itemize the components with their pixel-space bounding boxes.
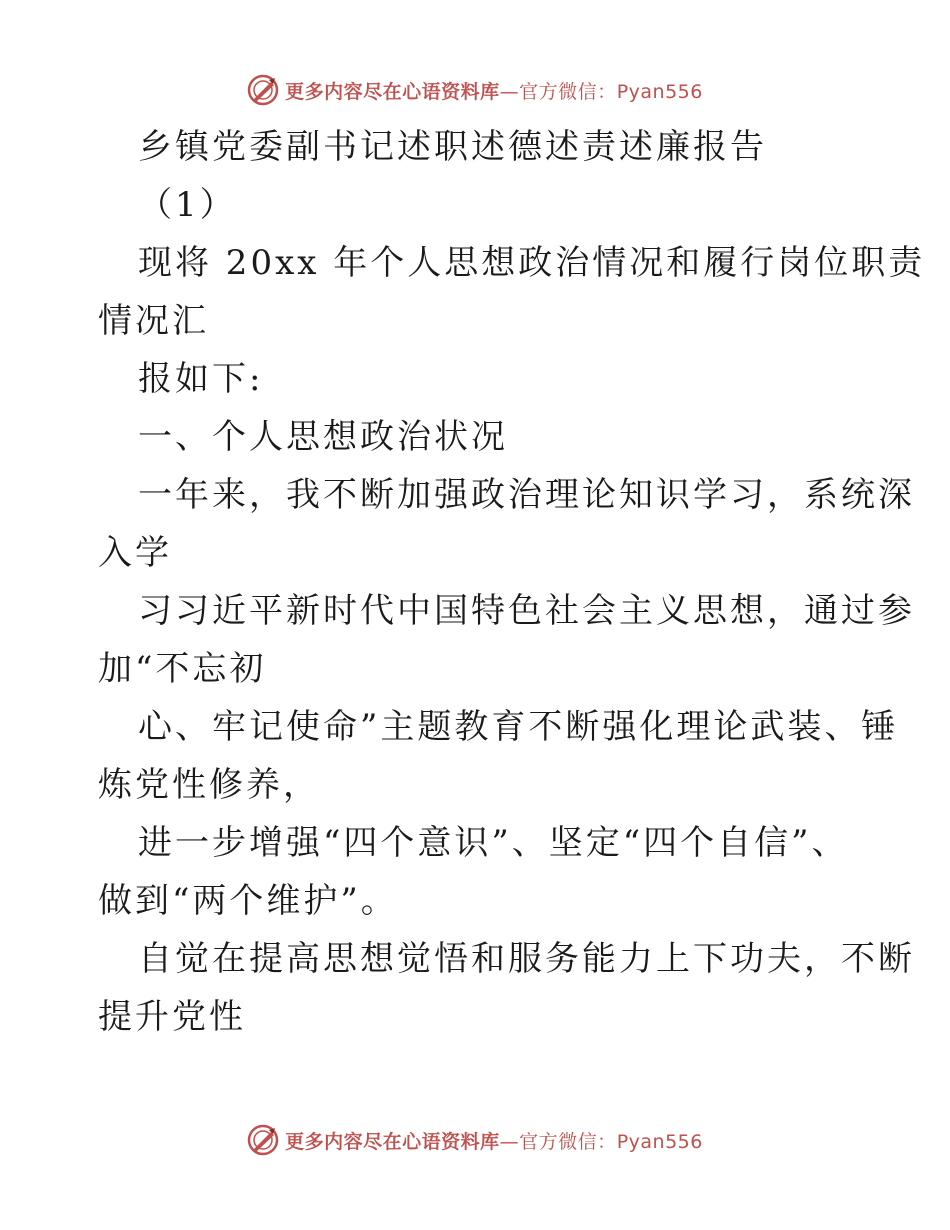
paragraph-line: 心、牢记使命”主题教育不断强化理论武装、锤 (138, 707, 899, 747)
document-title: 乡镇党委副书记述职述德述责述廉报告 (138, 127, 767, 167)
paragraph-line: 习习近平新时代中国特色社会主义思想，通过参 (138, 591, 915, 631)
document-title-number: （1） (138, 185, 237, 225)
paragraph-line: 情况汇 (98, 301, 209, 341)
header-watermark (0, 70, 950, 110)
footer-watermark (0, 1120, 950, 1160)
paragraph-line: 自觉在提高思想觉悟和服务能力上下功夫，不断 (138, 939, 915, 979)
paragraph-line: 一年来，我不断加强政治理论知识学习，系统深 (138, 475, 915, 515)
section-heading: 一、个人思想政治状况 (138, 417, 508, 457)
quill-pen-logo-icon (247, 1124, 279, 1156)
paragraph-line: 加“不忘初 (98, 649, 267, 689)
watermark-text: 更多内容尽在心语资料库—官方微信：Pyan556 (285, 1130, 703, 1153)
paragraph-line: 报如下: (138, 359, 264, 399)
paragraph-line: 现将 20xx 年个人思想政治情况和履行岗位职责 (138, 243, 926, 283)
document-body (98, 118, 926, 1046)
paragraph-line: 炼党性修养， (98, 765, 320, 805)
paragraph-line: 提升党性 (98, 997, 246, 1037)
paragraph-line: 入学 (98, 533, 172, 573)
paragraph-line: 做到“两个维护”。 (98, 881, 398, 921)
quill-pen-logo-icon (247, 74, 279, 106)
watermark-text: 更多内容尽在心语资料库—官方微信：Pyan556 (285, 80, 703, 103)
paragraph-line: 进一步增强“四个意识”、坚定“四个自信”、 (138, 823, 849, 863)
